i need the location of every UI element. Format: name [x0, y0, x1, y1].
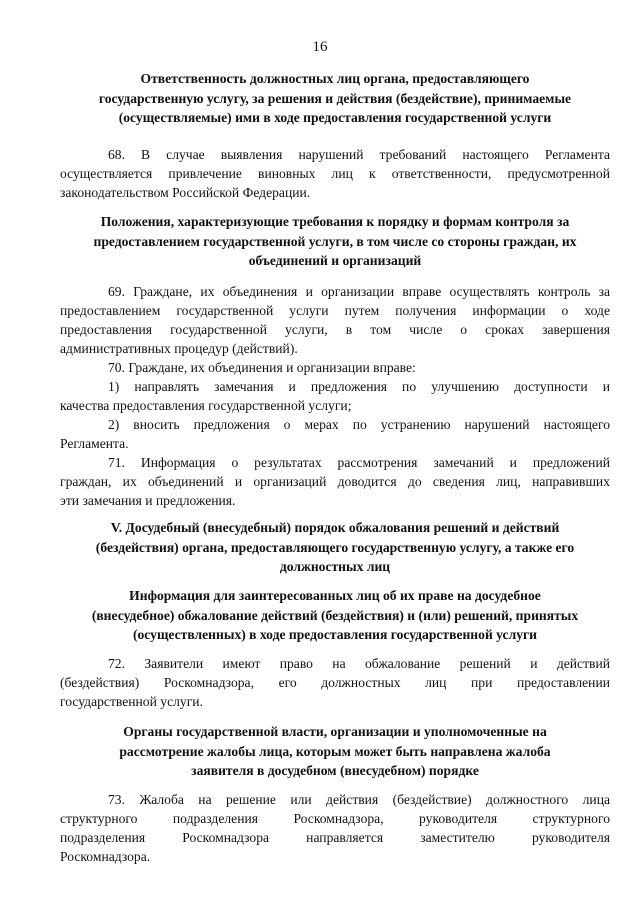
paragraph-70-item-1 — [60, 377, 610, 415]
heading-line: Ответственность должностных лиц органа, предоставляющего — [140, 71, 530, 86]
paragraph-line: 70. Граждане, их объединения и организации вправе: — [108, 360, 416, 375]
heading-line: (внесудебное) обжалование действий (бездействия) и (или) решений, принятых — [91, 607, 579, 623]
paragraph-72 — [60, 654, 610, 711]
section-heading-info-rights — [60, 586, 610, 645]
heading-line: заявителя в досудебном (внесудебном) порядке — [191, 763, 479, 778]
paragraph-line: подразделения Роскомнадзора направляется заместителю руководителя — [60, 830, 610, 845]
paragraph-line: 73. Жалоба на решение или действия (бездействие) должностного лица — [108, 792, 610, 807]
paragraph-line: предоставлением государственной услуги путем получения информации о ходе — [60, 303, 610, 318]
paragraph-line: предоставления государственной услуги, в том числе о сроках завершения — [60, 322, 610, 337]
heading-line: (осуществленных) в ходе предоставления государственной услуги — [132, 627, 538, 642]
paragraph-line: 71. Информация о результатах рассмотрения замечаний и предложений — [108, 455, 610, 470]
paragraph-69 — [60, 282, 610, 358]
paragraph-70 — [60, 358, 610, 377]
heading-line: (бездействия) органа, предоставляющего государственную услугу, а также его — [95, 539, 575, 555]
paragraph-line: Роскомнадзора. — [60, 849, 151, 864]
paragraph-line: эти замечания и предложения. — [60, 493, 236, 508]
heading-line: Органы государственной власти, организации и уполномоченные на — [123, 724, 547, 739]
section-heading-control — [60, 212, 610, 271]
paragraph-line: (бездействия) Роскомнадзора, его должностных лиц при предоставлении — [60, 675, 610, 690]
paragraph-line: 69. Граждане, их объединения и организации вправе осуществлять контроль за — [108, 284, 610, 299]
paragraph-line: качества предоставления государственной услуги; — [60, 398, 352, 413]
paragraph-68 — [60, 145, 610, 202]
heading-line: (осуществляемые) ими в ходе предоставления государственной услуги — [118, 110, 552, 125]
paragraph-70-item-2 — [60, 415, 610, 453]
paragraph-line: структурного подразделения Роскомнадзора, руководителя структурного — [60, 811, 610, 826]
paragraph-73 — [60, 790, 610, 866]
heading-line: Информация для заинтересованных лиц об их праве на досудебное — [129, 588, 541, 603]
paragraph-line: Регламента. — [60, 436, 129, 451]
paragraph-71 — [60, 453, 610, 510]
page-number: 16 — [312, 39, 328, 55]
heading-line: должностных лиц — [279, 559, 391, 574]
heading-line: Положения, характеризующие требования к порядку и формам контроля за — [100, 214, 570, 229]
paragraph-line: 68. В случае выявления нарушений требований настоящего Регламента — [108, 147, 610, 162]
heading-line: объединений и организаций — [248, 253, 422, 268]
heading-line: государственную услугу, за решения и действия (бездействие), принимаемые — [98, 90, 572, 106]
heading-line: предоставлением государственной услуги, в том числе со стороны граждан, их — [93, 233, 577, 249]
section-heading-responsibility — [60, 69, 610, 128]
paragraph-line: 72. Заявители имеют право на обжалование решений и действий — [108, 656, 610, 671]
paragraph-line: административных процедур (действий). — [60, 341, 298, 356]
paragraph-line: 1) направлять замечания и предложения по улучшению доступности и — [108, 379, 610, 394]
section-heading-bodies — [60, 722, 610, 781]
heading-line: рассмотрение жалобы лица, которым может быть направлена жалоба — [119, 743, 551, 759]
heading-line: V. Досудебный (внесудебный) порядок обжалования решений и действий — [110, 520, 560, 535]
paragraph-line: 2) вносить предложения о мерах по устранению нарушений настоящего — [108, 417, 610, 432]
section-heading-v-appeal — [60, 518, 610, 577]
paragraph-line: государственной услуги. — [60, 694, 203, 709]
paragraph-line: осуществляется привлечение виновных лиц к ответственности, предусмотренной — [60, 166, 610, 181]
paragraph-line: законодательством Российской Федерации. — [60, 185, 311, 200]
paragraph-line: граждан, их объединений и организаций доводится до сведения лиц, направивших — [60, 474, 610, 489]
